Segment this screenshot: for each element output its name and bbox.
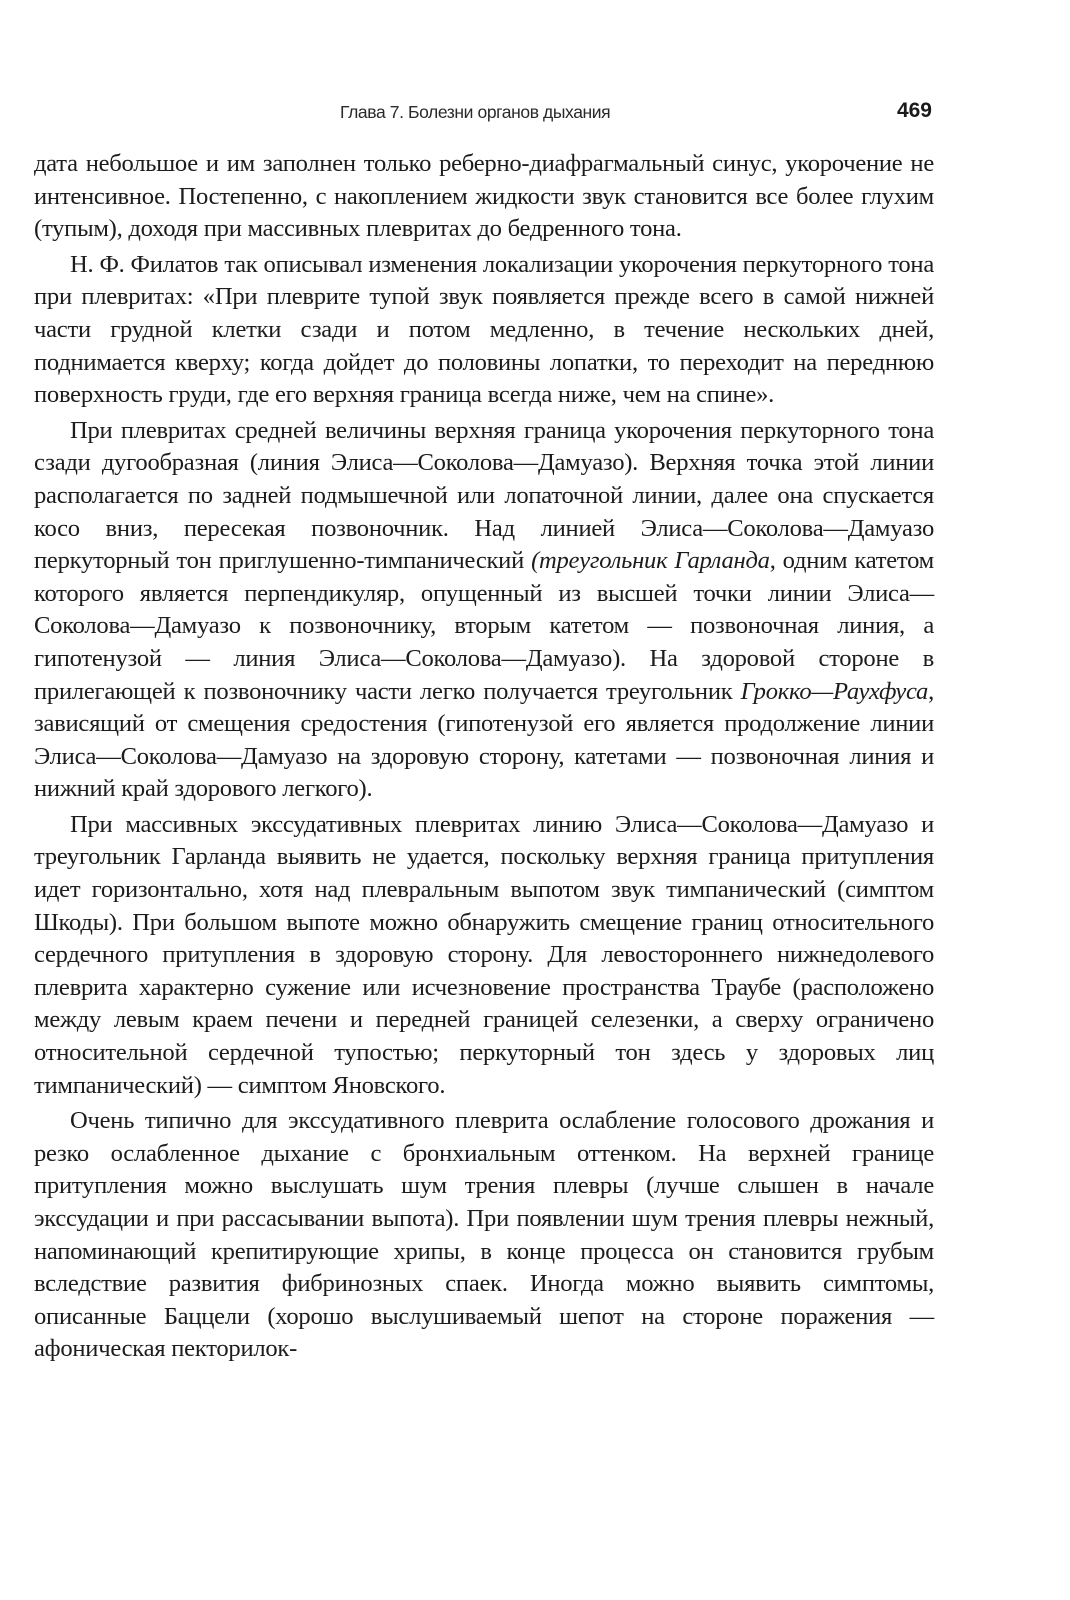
chapter-title: Глава 7. Болезни органов дыхания bbox=[340, 102, 611, 122]
italic-term-grocco-rauchfuss: Грокко—Раухфуса bbox=[740, 677, 929, 705]
book-page bbox=[34, 0, 934, 1600]
paragraph-text: , зависящий от смещения средостения (гипотенузой его является продолжение линии Элиса—Соколова—Дамуазо на здоровую сторону, катетами — позвоночная линия и нижний край здорового легкого). bbox=[34, 677, 934, 803]
paragraph-text: Н. Ф. Филатов так описывал изменения локализации укорочения перкуторного тона при плевритах: «При плеврите тупой звук появляется прежде всего в самой нижней части грудной клетки сзади и потом медленно, в течение нескольких дней, поднимается кверху; когда дойдет до половины лопатки, то переходит на переднюю поверхность груди, где его верхняя граница всегда ниже, чем на спине». bbox=[34, 250, 934, 409]
running-header bbox=[34, 100, 934, 130]
paragraph-text: Очень типично для экссудативного плеврита ослабление голосового дрожания и резко ослабленное дыхание с бронхиальным оттенком. На верхней границе притупления можно выслушать шум трения плевры (лучше слышен в начале экссудации и при рассасывании выпота). При появлении шум трения плевры нежный, напоминающий крепитирующие хрипы, в конце процесса он становится грубым вследствие развития фибринозных спаек. Иногда можно выявить симптомы, описанные Баццели (хорошо выслушиваемый шепот на стороне поражения — афоническая пекторилок- bbox=[34, 1107, 934, 1363]
paragraph-text: При плевритах средней величины верхняя граница укорочения перкуторного тона сзади дугообразная (линия Элиса—Соколова—Дамуазо). Верхняя точка этой линии располагается по задней подмышечной или лопаточной линии, далее она спускается косо вниз, пересекая позвоночник. Над линией Элиса—Соколова—Дамуазо перкуторный тон приглушенно-тимпанический bbox=[34, 416, 934, 575]
paragraph-text: , одним катетом которого является перпендикуляр, опущенный из высшей точки линии Элиса—Соколова—Дамуазо к позвоночнику, вторым катетом — позвоночная линия, а гипотенузой — линия Элиса—Соколова—Дамуазо). На здоровой стороне в прилегающей к позвоночнику части легко получается треугольник bbox=[34, 547, 934, 705]
paragraph-text: дата небольшое и им заполнен только реберно-диафрагмальный синус, укорочение не интенсивное. Постепенно, с накоплением жидкости звук становится все более глухим (тупым), доходя при массивных плевритах до бедренного тона. bbox=[34, 150, 934, 243]
paragraph-ellis-line bbox=[34, 415, 934, 806]
paragraph-massive-pleurisy bbox=[34, 809, 934, 1102]
paragraph-filatov-quote bbox=[34, 249, 934, 412]
italic-term-garland-triangle: (треугольник Гарланда bbox=[531, 547, 770, 575]
body-text bbox=[34, 148, 934, 1369]
page-number: 469 bbox=[896, 99, 932, 122]
paragraph-auscultation bbox=[34, 1105, 934, 1366]
paragraph-continued bbox=[34, 148, 934, 246]
paragraph-text: При массивных экссудативных плевритах линию Элиса—Соколова—Дамуазо и треугольник Гарланда выявить не удается, поскольку верхняя граница притупления идет горизонтально, хотя над плевральным выпотом звук тимпанический (симптом Шкоды). При большом выпоте можно обнаружить смещение границ относительного сердечного притупления в здоровую сторону. Для левостороннего нижнедолевого плеврита характерно сужение или исчезновение пространства Траубе (расположено между левым краем печени и передней границей селезенки, а сверху ограничено относительной сердечной тупостью; перкуторный тон здесь у здоровых лиц тимпанический) — симптом Яновского. bbox=[34, 810, 934, 1099]
